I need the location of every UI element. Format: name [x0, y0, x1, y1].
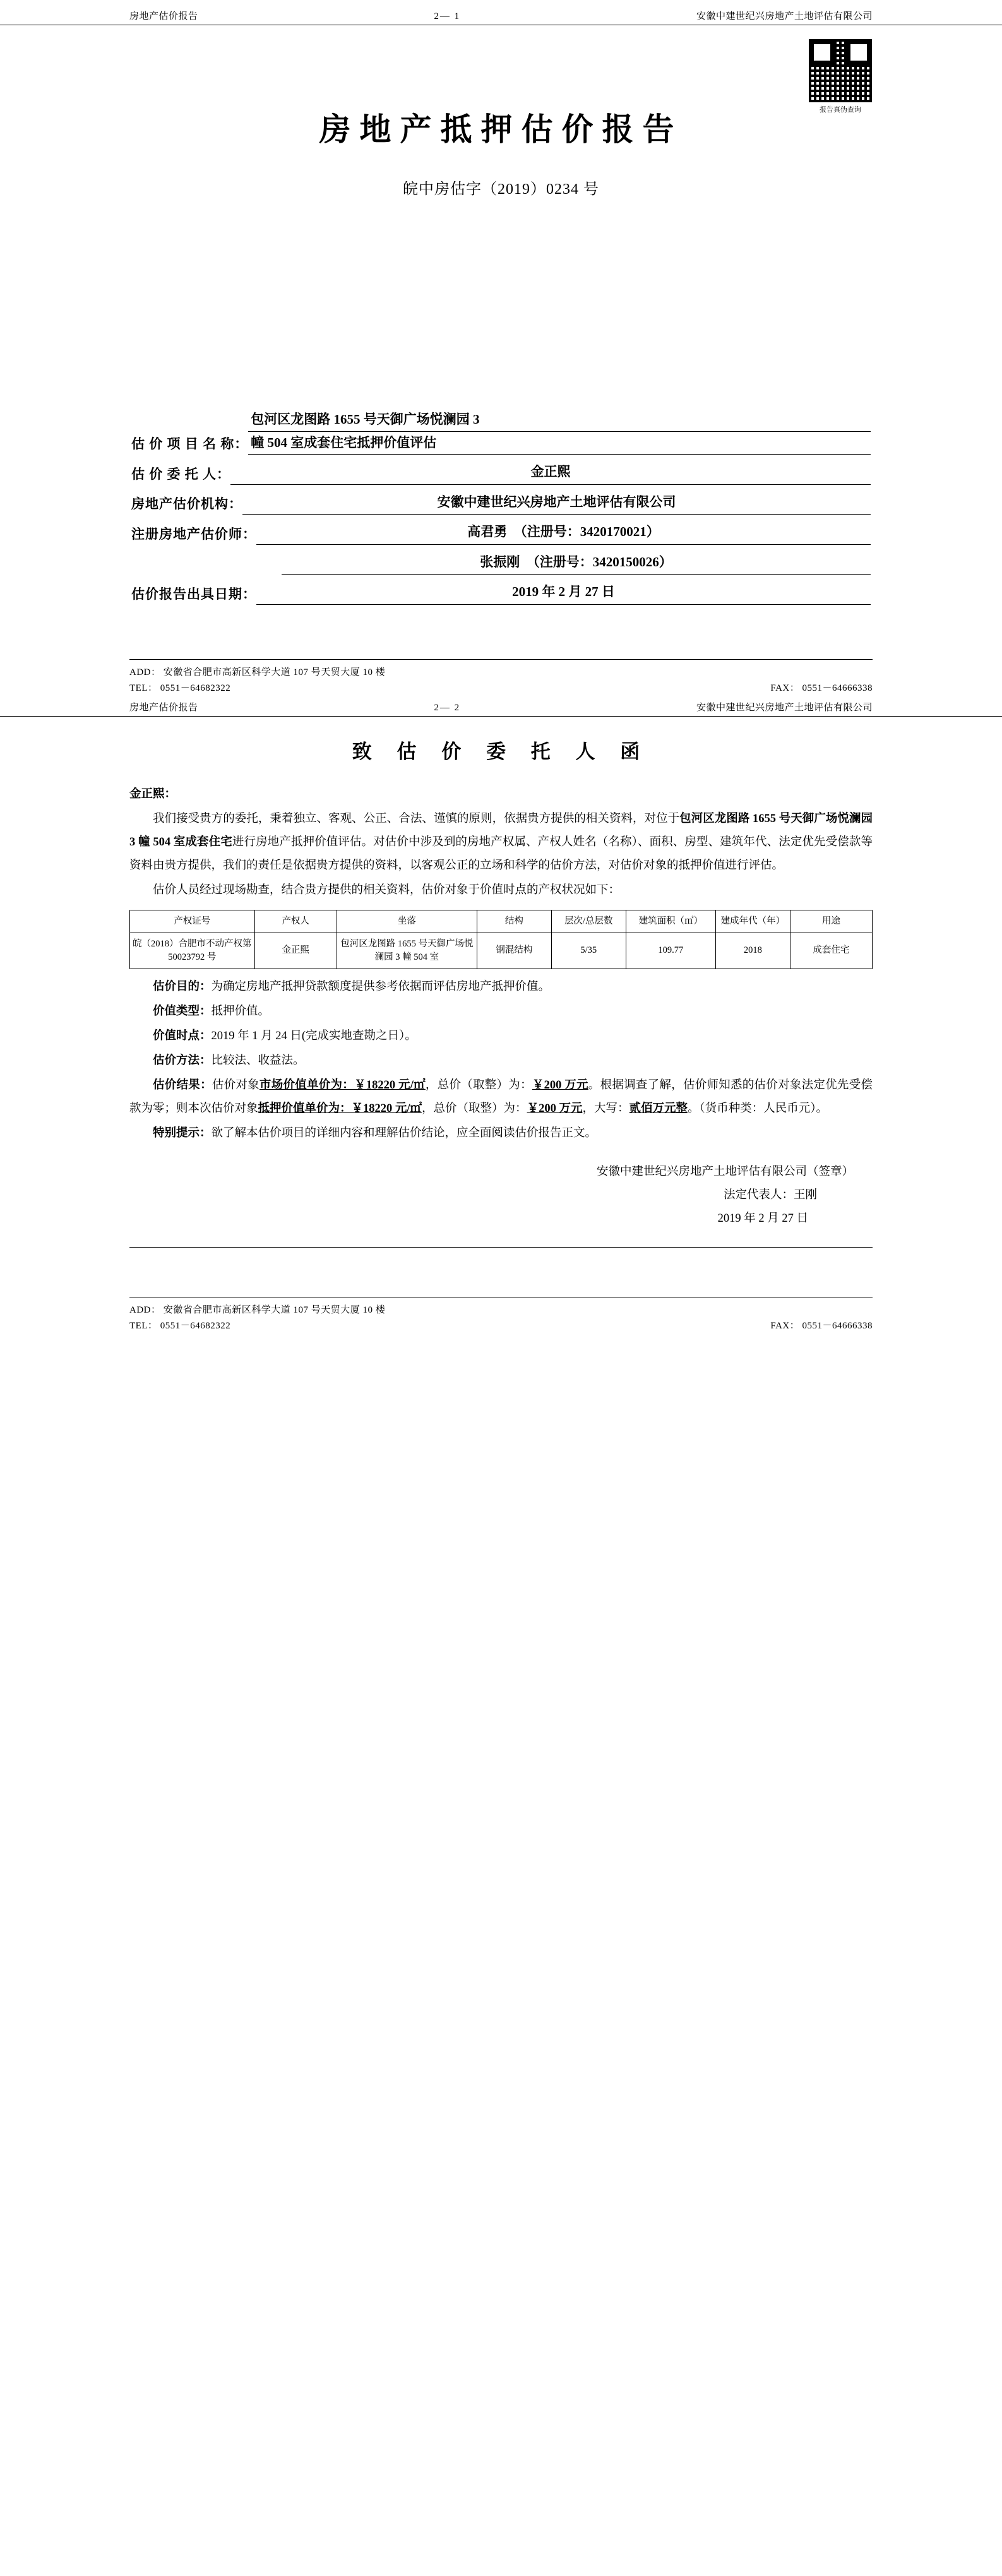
- paragraph-commission: [129, 808, 873, 878]
- item-value-date-value: 2019 年 1 月 24 日(完成实地查勘之日）。: [211, 1029, 417, 1042]
- qr-code-icon[interactable]: [809, 39, 872, 102]
- footer-tel: TEL： 0551－64682322: [129, 683, 231, 693]
- td-certificate-no: 皖（2018）合肥市不动产权第 50023792 号: [130, 933, 255, 969]
- page2-footer: [129, 1297, 873, 1332]
- field-appraiser-2: [131, 552, 871, 575]
- field-appraiser-label: 注册房地产估价师：: [131, 526, 256, 542]
- field-project-name-value-line1: 包河区龙图路 1655 号天御广场悦澜园 3: [248, 410, 871, 432]
- field-client: [131, 462, 871, 485]
- th-structure: 结构: [477, 910, 551, 933]
- paragraph-survey: 估价人员经过现场勘查，结合贵方提供的相关资料，估价对象于价值时点的产权状况如下：: [153, 883, 621, 897]
- field-agency-label: 房地产估价机构：: [131, 496, 242, 512]
- document-number: 皖中房估字（2019）0234 号: [403, 181, 599, 198]
- td-floor: 5/35: [551, 933, 626, 969]
- item-result-market-total-price: ￥200 万元: [532, 1078, 588, 1092]
- letter-title: 致 估 价 委 托 人 函: [352, 740, 650, 763]
- th-owner: 产权人: [254, 910, 337, 933]
- field-project-name: [131, 410, 871, 455]
- running-header-page-number: 2— 1: [434, 11, 461, 21]
- letter-body: [129, 783, 873, 1231]
- field-agency-value: 安徽中建世纪兴房地产土地评估有限公司: [242, 492, 871, 515]
- item-result-c: 。根据调查了解，估价师知悉的估价对象法定优先受偿款为零；则本次估价对象: [129, 1078, 873, 1115]
- footer-fax-2: FAX： 0551－64666338: [770, 1320, 873, 1331]
- page-title: 房地产抵押估价报告: [319, 112, 683, 147]
- item-result-market-unit-price: 市场价值单价为：￥18220 元/㎡: [259, 1078, 426, 1092]
- th-floor: 层次/总层数: [551, 910, 626, 933]
- running-header-page-number-2: 2— 2: [434, 702, 461, 713]
- running-header-left: 房地产估价报告: [129, 11, 198, 21]
- item-result-f: 。（货币种类：人民币元）。: [687, 1102, 828, 1115]
- item-notice: [129, 1122, 873, 1145]
- th-location: 坐落: [337, 910, 477, 933]
- paragraph-commission-property: 包河区龙图路 1655 号天御广场悦澜园 3 幢 504 室成套住宅: [129, 812, 873, 849]
- item-value-type: [129, 1000, 873, 1023]
- field-client-value: 金正熙: [230, 462, 871, 485]
- qr-code-label: 报告真伪查询: [820, 106, 861, 114]
- item-result-e: ，大写：: [582, 1102, 629, 1115]
- item-notice-value: 欲了解本估价项目的详细内容和理解估价结论，应全面阅读估价报告正文。: [211, 1126, 597, 1140]
- field-client-label: 估 价 委 托 人：: [131, 466, 230, 482]
- running-header-left-2: 房地产估价报告: [129, 702, 198, 713]
- item-purpose-label: 估价目的：: [153, 980, 212, 993]
- field-issue-date-value: 2019 年 2 月 27 日: [256, 581, 871, 605]
- item-result-label: 估价结果：: [153, 1078, 212, 1092]
- th-year: 建成年代（年）: [716, 910, 790, 933]
- item-result-a: 估价对象: [212, 1078, 259, 1092]
- running-header-right: 安徽中建世纪兴房地产土地评估有限公司: [696, 11, 873, 21]
- property-table: [129, 910, 873, 969]
- page-letter: [0, 700, 1002, 1347]
- field-appraiser-value-2: 张振刚 （注册号：3420150026）: [282, 552, 871, 575]
- field-appraiser-value-1: 高君勇 （注册号：3420170021）: [256, 522, 871, 545]
- cover-field-list: [131, 410, 871, 605]
- salutation: 金正熙：: [129, 787, 177, 801]
- page2-divider: [129, 1247, 873, 1248]
- item-value-type-label: 价值类型：: [153, 1005, 212, 1018]
- item-result-mortgage-unit-price: 抵押价值单价为：￥18220 元/㎡: [258, 1102, 422, 1115]
- qr-verification-block[interactable]: [805, 39, 876, 114]
- field-appraiser-1: [131, 522, 871, 545]
- item-value-date-label: 价值时点：: [153, 1029, 212, 1042]
- td-structure: 钢混结构: [477, 933, 551, 969]
- td-year: 2018: [716, 933, 790, 969]
- running-header-page1: [0, 9, 1002, 25]
- td-owner: 金正熙: [254, 933, 337, 969]
- td-location: 包河区龙图路 1655 号天御广场悦澜园 3 幢 504 室: [337, 933, 477, 969]
- table-header-row: [130, 910, 873, 933]
- signature-legal-representative: 法定代表人：王刚: [723, 1188, 817, 1202]
- item-result-b: ，总价（取整）为：: [425, 1078, 532, 1092]
- page-cover: [0, 9, 1002, 700]
- footer-address: ADD： 安徽省合肥市高新区科学大道 107 号天贸大厦 10 楼: [129, 667, 386, 677]
- field-project-name-value: [248, 410, 871, 455]
- signature-date: 2019 年 2 月 27 日: [717, 1212, 808, 1225]
- signature-block: [129, 1160, 873, 1231]
- item-purpose: [129, 975, 873, 999]
- field-issue-date-label: 估价报告出具日期：: [131, 586, 256, 602]
- item-result-amount-in-words: 贰佰万元整: [629, 1102, 688, 1115]
- field-agency: [131, 492, 871, 515]
- td-area: 109.77: [626, 933, 715, 969]
- item-method-value: 比较法、收益法。: [211, 1054, 305, 1067]
- running-header-right-2: 安徽中建世纪兴房地产土地评估有限公司: [696, 702, 873, 713]
- item-method-label: 估价方法：: [153, 1054, 212, 1067]
- item-value-date: [129, 1025, 873, 1048]
- paragraph-commission-part1: 我们接受贵方的委托，秉着独立、客观、公正、合法、谨慎的原则，依据贵方提供的相关资料，对位于: [153, 812, 680, 825]
- item-result-d: ，总价（取整）为：: [422, 1102, 527, 1115]
- page1-footer: [129, 659, 873, 694]
- field-project-name-label: 估 价 项 目 名 称：: [131, 436, 249, 451]
- field-issue-date: [131, 581, 871, 605]
- th-usage: 用途: [790, 910, 872, 933]
- th-certificate-no: 产权证号: [130, 910, 255, 933]
- footer-address-2: ADD： 安徽省合肥市高新区科学大道 107 号天贸大厦 10 楼: [129, 1304, 386, 1315]
- footer-tel-2: TEL： 0551－64682322: [129, 1320, 231, 1331]
- item-result: [129, 1074, 873, 1121]
- signature-company: 安徽中建世纪兴房地产土地评估有限公司（签章）: [596, 1165, 854, 1178]
- table-row: [130, 933, 873, 969]
- running-header-page2: [0, 700, 1002, 717]
- item-notice-label: 特别提示：: [153, 1126, 212, 1140]
- item-value-type-value: 抵押价值。: [211, 1005, 270, 1018]
- paragraph-commission-part2: 进行房地产抵押价值评估。对估价中涉及到的房地产权属、产权人姓名（名称）、面积、房型、建筑年代、法定优先受偿款等资料由贵方提供，我们的责任是依据贵方提供的资料，以客观公正的立场和科学的估价方法，对估价对象的抵押价值进行评估。: [129, 835, 873, 872]
- td-usage: 成套住宅: [790, 933, 872, 969]
- item-purpose-value: 为确定房地产抵押贷款额度提供参考依据而评估房地产抵押价值。: [211, 980, 551, 993]
- item-method: [129, 1049, 873, 1073]
- th-area: 建筑面积（㎡）: [626, 910, 715, 933]
- footer-fax: FAX： 0551－64666338: [770, 683, 873, 693]
- item-result-mortgage-total-price: ￥200 万元: [527, 1102, 583, 1115]
- field-project-name-value-line2: 幢 504 室成套住宅抵押价值评估: [248, 432, 871, 455]
